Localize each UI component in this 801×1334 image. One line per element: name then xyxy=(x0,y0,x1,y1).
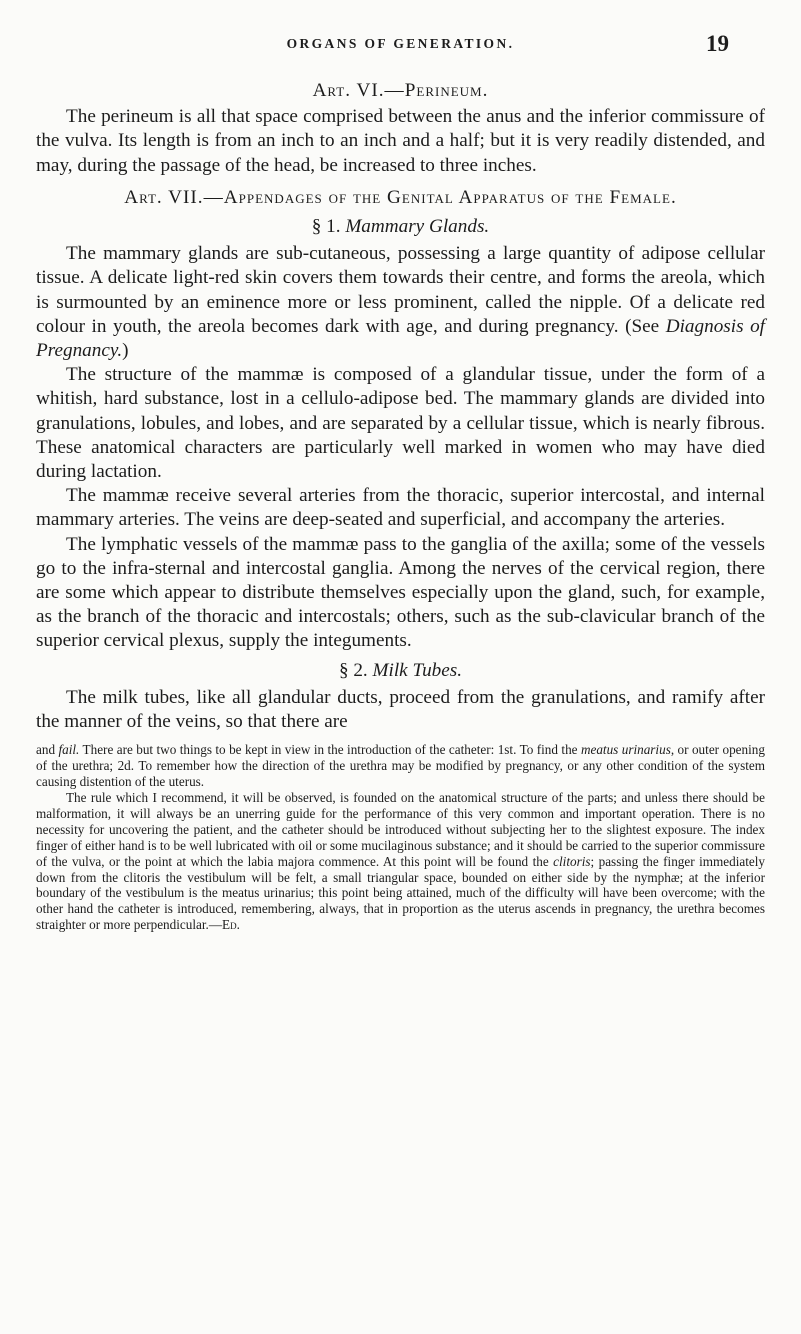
section-1-paragraph-4: The lymphatic vessels of the mammæ pass to the ganglia of the axilla; some of the vessels go to the infra-sternal and intercostal ganglia. Among the nerves of the cervical region, there are some which appear to distribute themselves especially upon the gland, such, for example, as the branch of the thoracic and intercostals; others, such as the sub-clavicular branch of the superior cervical plexus, supply the integuments. xyxy=(36,533,765,652)
footnote-paragraph-1 xyxy=(36,742,765,790)
p1-text-end: ) xyxy=(122,340,129,362)
section-2-heading xyxy=(36,659,765,683)
section-1-paragraph-2: The structure of the mammæ is composed of a glandular tissue, under the form of a whitish, hard substance, lost in a cellulo-adipose bed. The mammary glands are divided into granulations, lobules, and lobes, and are separated by a cellular tissue, which is nearly fibrous. These anatomical characters are particularly well marked in women who may have died during lactation. xyxy=(36,364,765,483)
fn-text-d: ; passing the finger immediately down from the clitoris the vestibulum will be felt, a small triangular space, bounded on either side by the nymphæ; at the inferior boundary of the vestibulum is the meatus urinarius; this point being attained, much of the difficulty will have been overcome; with the other hand the catheter is introduced, remembering, always, that in proportion as the uterus ascends in pregnancy, the urethra becomes straighter or more perpendicular.— xyxy=(36,853,765,933)
page-header xyxy=(36,31,765,70)
article-7-heading: Art. VII.—Appendages of the Genital Apparatus of the Female. xyxy=(124,186,677,208)
footnote-paragraph-2 xyxy=(36,790,765,933)
footnote xyxy=(36,742,765,933)
section-1-number: § 1. xyxy=(311,216,341,238)
fn-fail: fail. xyxy=(58,742,80,758)
fn-text-a: There are but two things to be kept in view in the introduction of the catheter: 1st. To find the xyxy=(79,742,581,758)
article-6-paragraph: The perineum is all that space comprised between the anus and the inferior commissure of the vulva. Its length is from an inch to an inch and a half; but it is very readily distended, and may, during the passage of the head, be increased to three inches. xyxy=(36,106,765,176)
section-1-heading xyxy=(36,215,765,239)
running-title: ORGANS OF GENERATION. xyxy=(286,36,515,51)
fn-editor: Ed. xyxy=(222,917,240,933)
page-body xyxy=(36,79,765,933)
section-2-number: § 2. xyxy=(338,659,368,681)
fn-text-c: The rule which I recommend, it will be observed, is founded on the anatomical structure of the parts; and unless there should be malformation, it will always be an unerring guide for the performance of this very common and important operation. There is no necessity for uncovering the patient, and the catheter should be introduced without subjecting her to the slightest exposure. The index finger of either hand is to be well lubricated with oil or some mucilaginous substance; and it should be carried to the superior commissure of the vulva, or the point at which the labia majora commence. At this point will be found the xyxy=(36,790,765,869)
fn-and: and xyxy=(36,742,59,758)
page-number: 19 xyxy=(706,31,729,56)
section-1-title: Mammary Glands. xyxy=(345,216,490,238)
fn-meatus: meatus urinarius xyxy=(580,742,671,758)
section-2-paragraph: The milk tubes, like all glandular ducts, proceed from the granulations, and ramify after the manner of the veins, so that there are xyxy=(36,686,765,733)
p1-text-start: The mammary glands are sub-cutaneous, possessing a large quantity of adipose cellular tissue. A delicate light-red skin covers them towards their centre, and forms the areola, which is surmounted by an eminence more or less prominent, called the nipple. Of a delicate red colour in youth, the areola becomes dark with age, and during pregnancy. (See xyxy=(36,243,765,337)
fn-clitoris: clitoris xyxy=(553,853,591,869)
section-1-paragraph-1 xyxy=(36,242,765,363)
cross-reference: Diagnosis of Pregnancy. xyxy=(36,315,765,362)
fn-text-b: , or outer opening of the urethra; 2d. To remember how the direction of the urethra may be modified by pregnancy, or any other condition of the system causing distention of the uterus. xyxy=(36,742,765,790)
section-2-title: Milk Tubes. xyxy=(372,659,463,681)
section-1-paragraph-3: The mammæ receive several arteries from the thoracic, superior intercostal, and internal mammary arteries. The veins are deep-seated and superficial, and accompany the arteries. xyxy=(36,485,765,531)
article-6-heading: Art. VI.—Perineum. xyxy=(312,80,489,101)
